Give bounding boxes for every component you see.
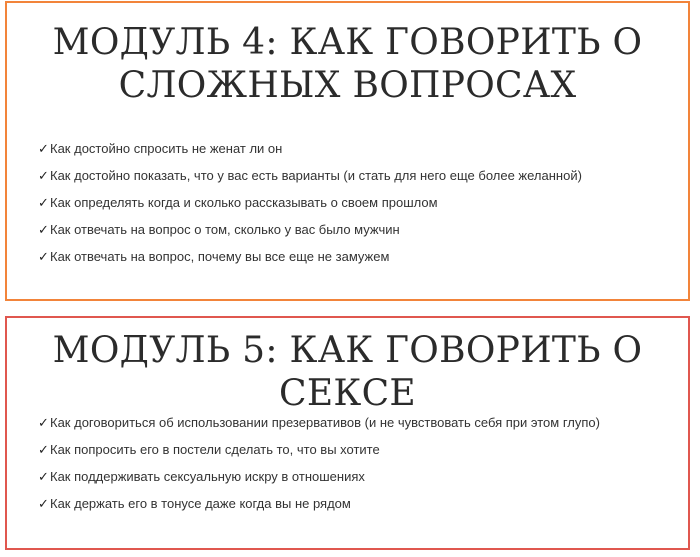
list-item-text: Как определять когда и сколько рассказывать о своем прошлом — [50, 195, 438, 210]
checkmark-icon: ✓ — [38, 169, 49, 184]
checkmark-icon: ✓ — [38, 443, 49, 458]
list-item-text: Как отвечать на вопрос о том, сколько у вас было мужчин — [50, 222, 400, 237]
list-item-text: Как отвечать на вопрос, почему вы все еще не замужем — [50, 249, 390, 264]
module-4-title: МОДУЛЬ 4: КАК ГОВОРИТЬ О СЛОЖНЫХ ВОПРОСАХ — [52, 22, 643, 106]
list-item — [38, 490, 600, 517]
list-item — [38, 162, 582, 189]
module-5-title: МОДУЛЬ 5: КАК ГОВОРИТЬ О СЕКСЕ — [52, 330, 643, 414]
list-item — [38, 409, 600, 436]
module-4-list — [38, 135, 582, 270]
list-item — [38, 243, 582, 270]
list-item-text: Как достойно спросить не женат ли он — [50, 141, 283, 156]
list-item-text: Как попросить его в постели сделать то, что вы хотите — [50, 442, 380, 457]
module-4-card — [5, 1, 690, 301]
checkmark-icon: ✓ — [38, 250, 49, 265]
list-item-text: Как достойно показать, что у вас есть варианты (и стать для него еще более желанной) — [50, 168, 582, 183]
list-item — [38, 436, 600, 463]
list-item-text: Как держать его в тонусе даже когда вы не рядом — [50, 496, 351, 511]
list-item — [38, 216, 582, 243]
list-item-text: Как поддерживать сексуальную искру в отношениях — [50, 469, 365, 484]
checkmark-icon: ✓ — [38, 223, 49, 238]
module-5-card — [5, 316, 690, 550]
checkmark-icon: ✓ — [38, 142, 49, 157]
list-item — [38, 189, 582, 216]
list-item — [38, 463, 600, 490]
checkmark-icon: ✓ — [38, 470, 49, 485]
checkmark-icon: ✓ — [38, 416, 49, 431]
checkmark-icon: ✓ — [38, 497, 49, 512]
list-item — [38, 135, 582, 162]
list-item-text: Как договориться об использовании презервативов (и не чувствовать себя при этом глупо) — [50, 415, 600, 430]
module-5-list — [38, 409, 600, 517]
checkmark-icon: ✓ — [38, 196, 49, 211]
